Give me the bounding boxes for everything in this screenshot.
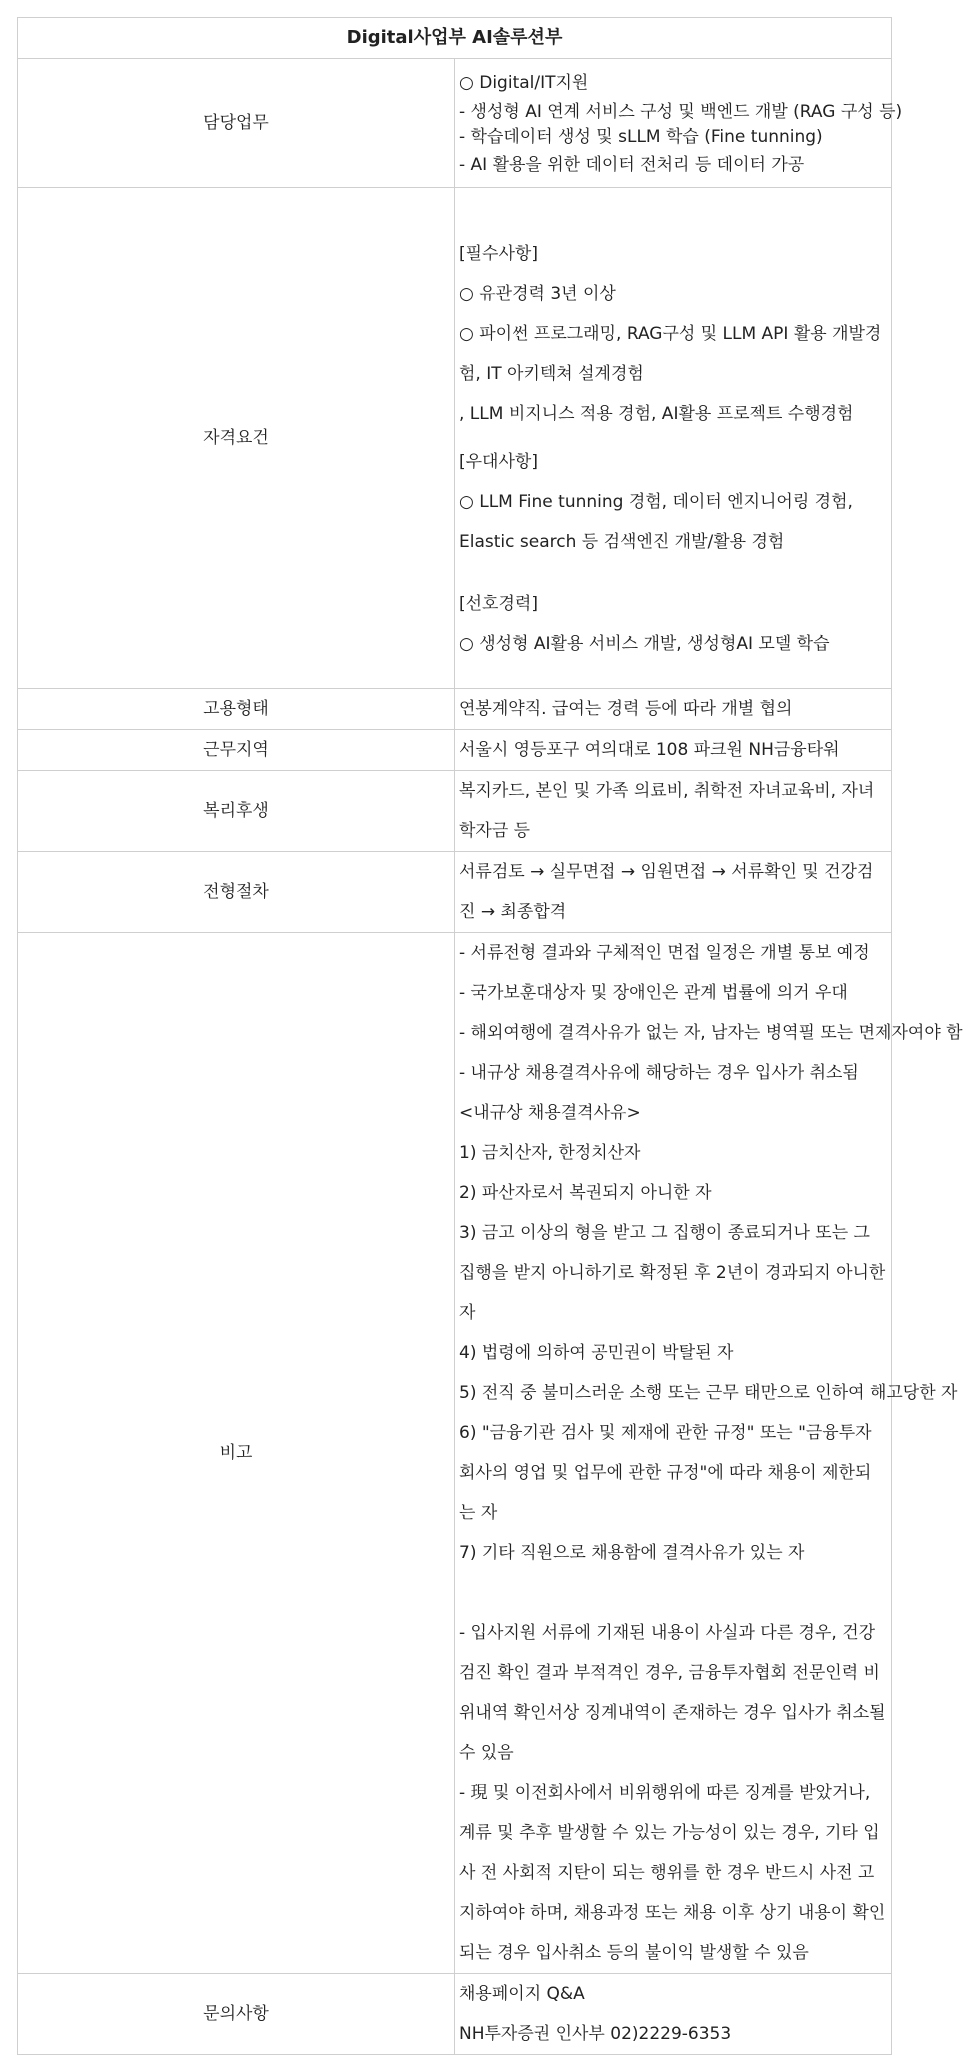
job-posting-table <box>17 17 963 2055</box>
spacer <box>459 1573 887 1613</box>
duties-label: 담당업무 <box>18 59 455 188</box>
benefits-label: 복리후생 <box>18 771 455 852</box>
contact-line: NH투자증권 인사부 02)2229-6353 <box>459 2024 732 2044</box>
employment-type-value: 연봉계약직. 급여는 경력 등에 따라 개별 협의 <box>455 689 892 730</box>
notes-label: 비고 <box>18 933 455 1974</box>
notes-line: 3) 금고 이상의 형을 받고 그 집행이 종료되거나 또는 그 집행을 받지 아니하기로 확정된 후 2년이 경과되지 아니한 자 <box>459 1223 886 1323</box>
contact-row <box>18 1974 892 2055</box>
notes-line: 4) 법령에 의하여 공민권이 박탈된 자 <box>459 1343 734 1363</box>
location-value: 서울시 영등포구 여의대로 108 파크원 NH금융타워 <box>455 730 892 771</box>
qualifications-value <box>455 188 892 689</box>
process-value: 서류검토 → 실무면접 → 임원면접 → 서류확인 및 건강검진 → 최종합격 <box>455 852 892 933</box>
notes-line: - 해외여행에 결격사유가 없는 자, 남자는 병역필 또는 면제자여야 함 <box>459 1023 963 1043</box>
favored-header: [선호경력] <box>459 594 538 614</box>
duties-line: ○ Digital/IT지원 <box>459 73 589 93</box>
notes-line: - 국가보훈대상자 및 장애인은 관계 법률에 의거 우대 <box>459 983 848 1003</box>
notes-line: 1) 금치산자, 한정치산자 <box>459 1143 641 1163</box>
notes-line: 6) "금융기관 검사 및 제재에 관한 규정" 또는 "금융투자회사의 영업 및 업무에 관한 규정"에 따라 채용이 제한되는 자 <box>459 1423 872 1523</box>
title-row <box>18 18 892 59</box>
duties-line: - 생성형 AI 연계 서비스 구성 및 백엔드 개발 (RAG 구성 등) <box>459 102 903 122</box>
benefits-value: 복지카드, 본인 및 가족 의료비, 취학전 자녀교육비, 자녀 학자금 등 <box>455 771 892 852</box>
notes-line: 5) 전직 중 불미스러운 소행 또는 근무 태만으로 인하여 해고당한 자 <box>459 1383 958 1403</box>
employment-type-row <box>18 689 892 730</box>
notes-line: - 서류전형 결과와 구체적인 면접 일정은 개별 통보 예정 <box>459 943 870 963</box>
preferred-item: ○ LLM Fine tunning 경험, 데이터 엔지니어링 경험, Elastic search 등 검색엔진 개발/활용 경험 <box>459 492 853 552</box>
notes-value <box>455 933 963 1974</box>
location-label: 근무지역 <box>18 730 455 771</box>
favored-item: ○ 생성형 AI활용 서비스 개발, 생성형AI 모델 학습 <box>459 634 830 654</box>
contact-line: 채용페이지 Q&A <box>459 1984 585 2004</box>
contact-value <box>455 1974 892 2055</box>
duties-line: - 학습데이터 생성 및 sLLM 학습 (Fine tunning) <box>459 127 823 147</box>
spacer <box>459 562 887 584</box>
notes-line: - 내규상 채용결격사유에 해당하는 경우 입사가 취소됨 <box>459 1063 859 1083</box>
duties-value <box>455 59 903 188</box>
qualifications-row <box>18 188 892 689</box>
notes-line: 2) 파산자로서 복권되지 아니한 자 <box>459 1183 712 1203</box>
qualifications-label: 자격요건 <box>18 188 455 689</box>
location-row <box>18 730 892 771</box>
preferred-header: [우대사항] <box>459 452 538 472</box>
duties-row <box>18 59 892 188</box>
required-header: [필수사항] <box>459 244 538 264</box>
notes-line: <내규상 채용결격사유> <box>459 1103 641 1123</box>
spacer <box>459 212 887 234</box>
required-item: ○ 파이썬 프로그래밍, RAG구성 및 LLM API 활용 개발경험, IT 아키텍쳐 설계경험 <box>459 324 882 384</box>
employment-type-label: 고용형태 <box>18 689 455 730</box>
notes-extra: - 現 및 이전회사에서 비위행위에 따른 징계를 받았거나, 계류 및 추후 발생할 수 있는 가능성이 있는 경우, 기타 입사 전 사회적 지탄이 되는 행위를 한 경우 반드시 사전 고지하여야 하며, 채용과정 또는 채용 이후 상기 내용이 확인되는 경우 입사취소 등의 불이익 발생할 수 있음 <box>459 1783 886 1963</box>
contact-label: 문의사항 <box>18 1974 455 2055</box>
notes-row <box>18 933 892 1974</box>
job-posting-table-wrapper <box>17 17 963 2055</box>
process-row <box>18 852 892 933</box>
notes-line: 7) 기타 직원으로 채용함에 결격사유가 있는 자 <box>459 1543 805 1563</box>
required-item: , LLM 비지니스 적용 경험, AI활용 프로젝트 수행경험 <box>459 404 854 424</box>
duties-line: - AI 활용을 위한 데이터 전처리 등 데이터 가공 <box>459 155 805 175</box>
required-item: ○ 유관경력 3년 이상 <box>459 284 616 304</box>
notes-extra: - 입사지원 서류에 기재된 내용이 사실과 다른 경우, 건강검진 확인 결과 부적격인 경우, 금융투자협회 전문인력 비위내역 확인서상 징계내역이 존재하는 경우 입사가 취소될 수 있음 <box>459 1623 886 1763</box>
table-title: Digital사업부 AI솔루션부 <box>18 18 892 59</box>
benefits-row <box>18 771 892 852</box>
process-label: 전형절차 <box>18 852 455 933</box>
